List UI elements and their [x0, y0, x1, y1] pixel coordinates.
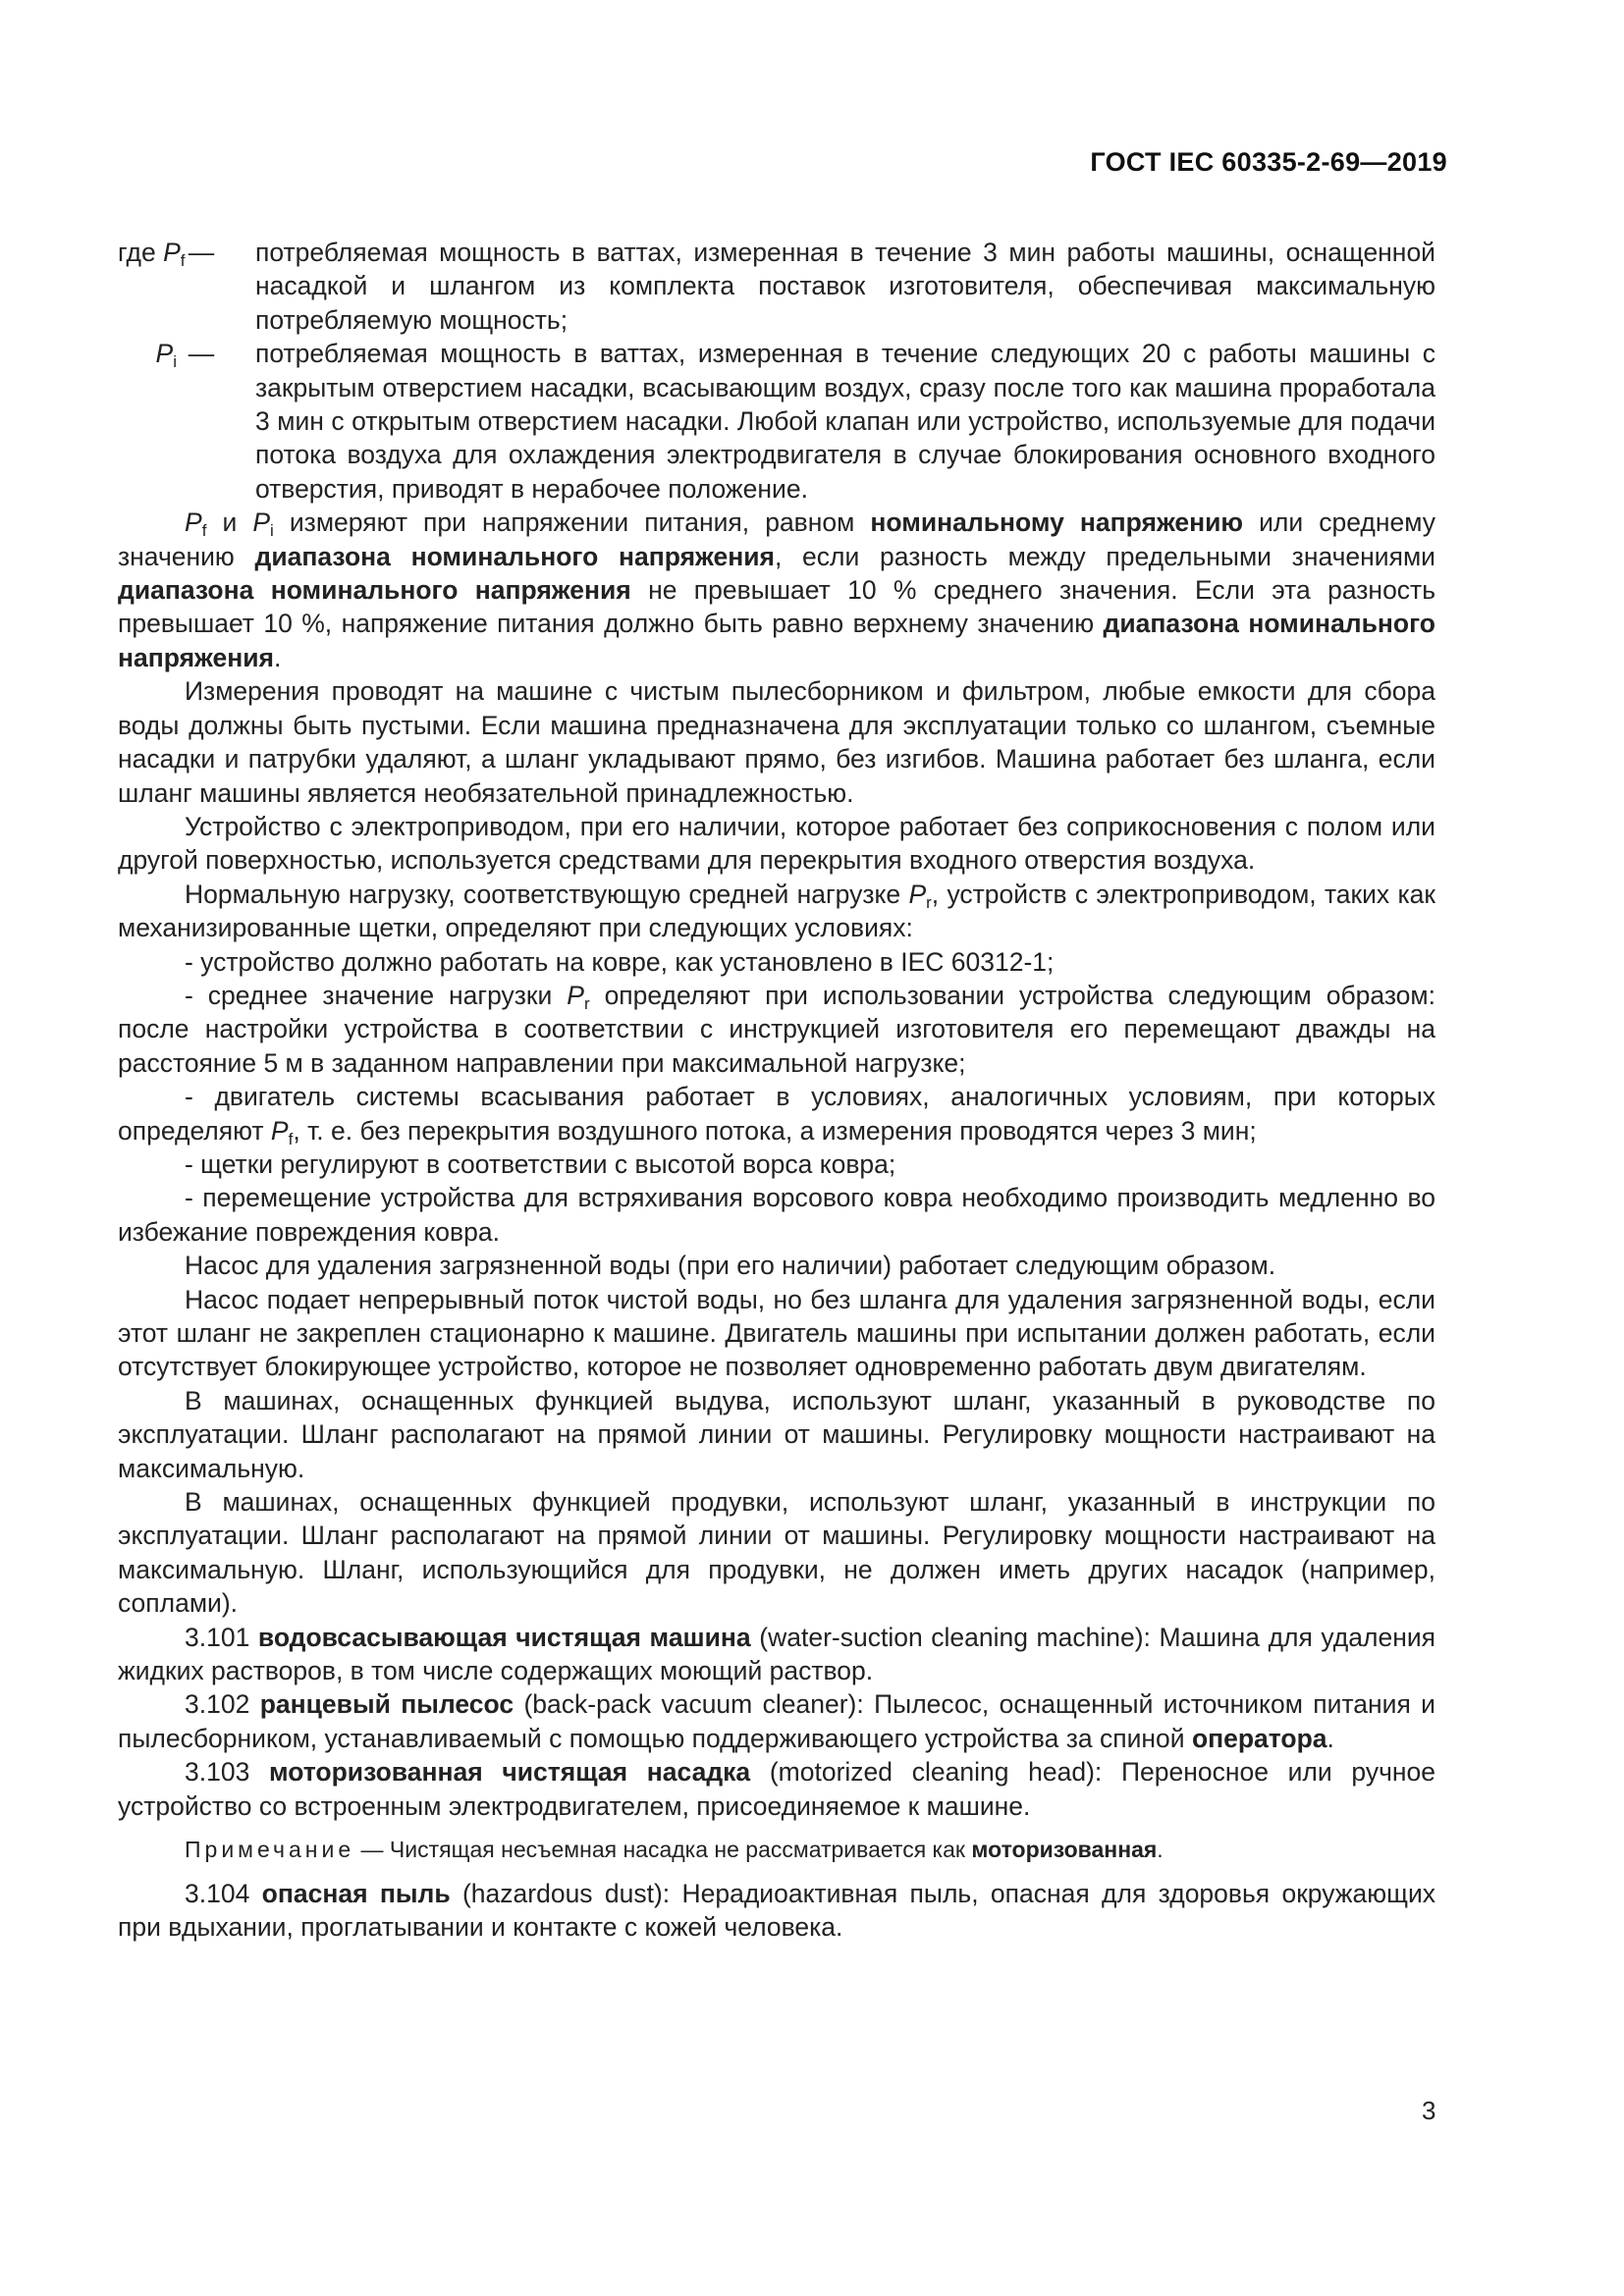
paragraph-normal-load: Нормальную нагрузку, соответствующую средней нагрузке $P_r$, устройств с электроприводом, таких как механизированные щетки, определяют при следующих условиях: — [118, 879, 1435, 943]
paragraph-measurements: Измерения проводят на машине с чистым пылесборником и фильтром, любые емкости для сбора воды должны быть пустыми. Если машина предназначена для эксплуатации только со шлангом, съемные насадки и патрубки удаляют, а шланг укладывают прямо, без изгибов. Машина работает без шланга, если шланг машины является необязательной принадлежностью. — [118, 676, 1435, 808]
list-item: - двигатель системы всасывания работает в условиях, аналогичных условиям, при которых определяют $P_f$, т. е. без перекрытия воздушного потока, а измерения проводятся через 3 мин; — [118, 1082, 1435, 1148]
document-body — [118, 236, 1435, 1944]
definition-pi-text: потребляемая мощность в ваттах, измеренная в течение следующих 20 с работы машины с закрытым отверстием насадки, всасывающим воздух, сразу после того как машина проработала 3 мин с открытым отверстием насадки. Любой клапан или устройство, используемые для подачи потока воздуха для охлаждения электродвигателя в случае блокирования основного входного отверстия, приводят в нерабочее положение. — [255, 339, 1435, 504]
paragraph-supply-voltage: $P_f$ и $P_i$ измеряют при напряжении питания, равном номинальному напряжению или среднему значению диапазона номинального напряжения, если разность между предельными значениями диапазона номинального напряжения не превышает 10 % среднего значения. Если эта разность превышает 10 %, напряжение питания должно быть равно верхнему значению диапазона номинального напряжения. — [118, 507, 1436, 672]
paragraph-pump-flow: Насос подает непрерывный поток чистой воды, но без шланга для удаления загрязненной воды, если этот шланг не закреплен стационарно к машине. Двигатель машины при испытании должен работать, если отсутствует блокирующее устройство, которое не позволяет одновременно работать двум двигателям. — [118, 1284, 1435, 1382]
definition-pf-text: потребляемая мощность в ваттах, измеренная в течение 3 мин работы машины, оснащенной насадкой и шлангом из комплекта поставок изготовителя, обеспечивая максимальную потребляемую мощность; — [255, 238, 1435, 335]
clause-3-102: 3.102 ранцевый пылесос (back-pack vacuum cleaner): Пылесос, оснащенный источником питания и пылесборником, устанавливаемый с помощью поддерживающего устройства за спиной оператора. — [118, 1689, 1435, 1753]
clause-3-104: 3.104 опасная пыль (hazardous dust): Нерадиоактивная пыль, опасная для здоровья окружающих при вдыхании, проглатывании и контакте с кожей человека. — [118, 1878, 1435, 1942]
clause-3-101: 3.101 водовсасывающая чистящая машина (water-suction cleaning machine): Машина для удаления жидких растворов, в том числе содержащих моющий раствор. — [118, 1622, 1435, 1686]
paragraph-pump: Насос для удаления загрязненной воды (при его наличии) работает следующим образом. — [185, 1251, 1276, 1281]
list-item: - среднее значение нагрузки $P_r$ определяют при использовании устройства следующим образом: после настройки устройства в соответствии с инструкцией изготовителя его перемещают дважды на расстояние 5 м в заданном направлении при максимальной нагрузке; — [118, 980, 1435, 1078]
list-item: - щетки регулируют в соответствии с высотой ворса ковра; — [185, 1148, 896, 1179]
clause-3-103: 3.103 моторизованная чистящая насадка (motorized cleaning head): Переносное или ручное устройство со встроенным электродвигателем, присоединяемое к машине. — [118, 1757, 1435, 1821]
document-header: ГОСТ IEC 60335-2-69—2019 — [1090, 147, 1447, 177]
page-number: 3 — [1422, 2096, 1436, 2125]
definition-pi: $P_i$ — потребляемая мощность в ваттах, измеренная в течение следующих 20 с работы машины с закрытым отверстием насадки, всасывающим воздух, сразу после того как машина проработала 3 мин с открытым отверстием насадки. Любой клапан или устройство, используемые для подачи потока воздуха для охлаждения электродвигателя в случае блокирования основного входного отверстия, приводят в нерабочее положение. — [118, 337, 1435, 506]
paragraph-purge-function: В машинах, оснащенных функцией продувки, используют шланг, указанный в инструкции по эксплуатации. Шланг располагают на прямой линии от машины. Регулировку мощности настраивают на максимальную. Шланг, использующийся для продувки, не должен иметь других насадок (например, соплами). — [118, 1487, 1435, 1619]
list-item: - перемещение устройства для встряхивания ворсового ковра необходимо производить медленно во избежание повреждения ковра. — [118, 1183, 1435, 1247]
paragraph-blow-function: В машинах, оснащенных функцией выдува, используют шланг, указанный в руководстве по эксплуатации. Шланг располагают на прямой линии от машины. Регулировку мощности настраивают на максимальную. — [118, 1385, 1435, 1483]
where-label: где — [118, 238, 156, 267]
note-label: Примечание — [185, 1837, 355, 1863]
list-item: - устройство должно работать на ковре, как установлено в IEC 60312-1; — [185, 946, 1055, 977]
paragraph-powered-device: Устройство с электроприводом, при его наличии, которое работает без соприкосновения с полом или другой поверхностью, используется средствами для перекрытия входного отверстия воздуха. — [118, 811, 1435, 876]
definition-pf: где $P_f$ — потребляемая мощность в ваттах, измеренная в течение 3 мин работы машины, оснащенной насадкой и шлангом из комплекта поставок изготовителя, обеспечивая максимальную потребляемую мощность; — [118, 236, 1435, 337]
symbol-definitions — [118, 236, 1435, 506]
note: Примечание — Чистящая несъемная насадка не рассматривается как моторизованная. — [185, 1837, 1164, 1863]
